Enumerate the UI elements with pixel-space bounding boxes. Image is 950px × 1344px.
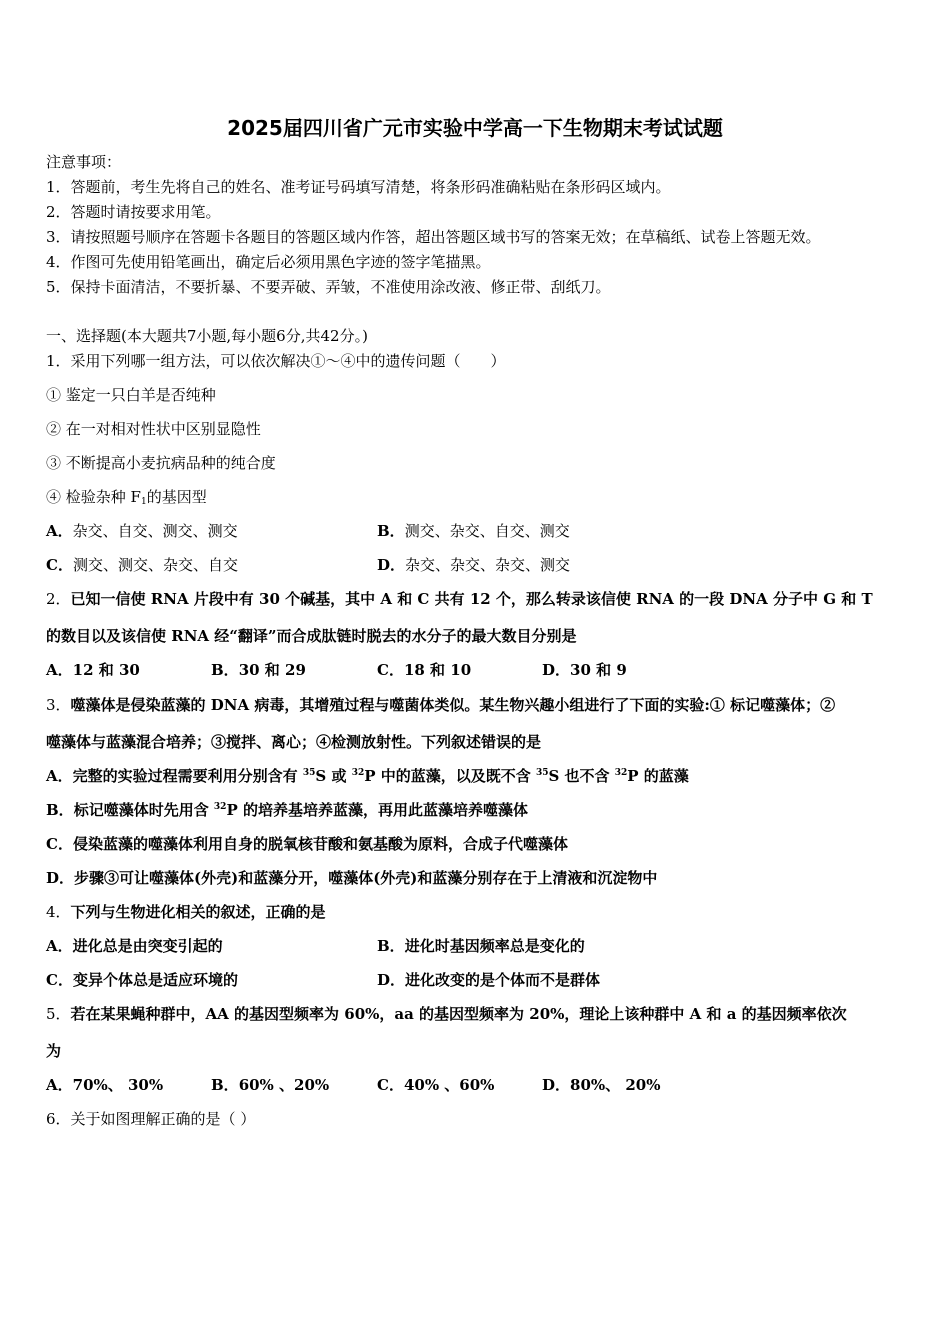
- q5-option-b: B．60% 、20%: [211, 1076, 330, 1094]
- q2-option-a: A．12 和 30: [46, 661, 140, 679]
- question-3: [46, 695, 835, 715]
- question-number: 6．: [46, 1110, 71, 1128]
- q5-option-c: C．40% 、60%: [377, 1076, 495, 1094]
- section-heading: 一、选择题(本大题共7小题,每小题6分,共42分。): [46, 327, 368, 345]
- question-5: [46, 1004, 847, 1024]
- question-number: 1．: [46, 352, 71, 370]
- question-2: [46, 589, 873, 609]
- question-5-cont: 为: [46, 1042, 62, 1060]
- q5-option-a: A．70%、 30%: [46, 1076, 164, 1094]
- q3-option-b: B．标记噬藻体时先用含 $^{32}$P 的培养基培养蓝藻，再用此蓝藻培养噬藻体: [46, 801, 528, 819]
- notice-item: 1．答题前，考生先将自己的姓名、准考证号码填写清楚，将条形码准确粘贴在条形码区域内。: [46, 178, 671, 196]
- question-2-cont: 的数目以及该信使 RNA 经“翻译”而合成肽链时脱去的水分子的最大数目分别是: [46, 627, 577, 645]
- q1-option-a: A．杂交、自交、测交、测交: [46, 522, 238, 540]
- q2-option-b: B．30 和 29: [211, 661, 306, 679]
- question-number: 4．: [46, 903, 71, 921]
- question-1: [46, 351, 506, 371]
- notice-item: 4．作图可先使用铅笔画出，确定后必须用黑色字迹的签字笔描黑。: [46, 253, 491, 271]
- question-number: 5．: [46, 1005, 71, 1023]
- q1-option-d: D．杂交、杂交、杂交、测交: [377, 556, 571, 574]
- q2-option-c: C．18 和 10: [377, 661, 472, 679]
- q1-item: ① 鉴定一只白羊是否纯种: [46, 386, 216, 404]
- q5-option-d: D．80%、 20%: [542, 1076, 661, 1094]
- question-4: [46, 902, 326, 922]
- question-stem: 已知一信使 RNA 片段中有 30 个碱基，其中 A 和 C 共有 12 个，那么转录该信使 RNA 的一段 DNA 分子中 G 和 T: [70, 590, 873, 608]
- question-stem: 若在某果蝇种群中，AA 的基因型频率为 60%，aa 的基因型频率为 20%，理论上该种群中 A 和 a 的基因频率依次: [70, 1005, 847, 1023]
- q2-option-d: D．30 和 9: [542, 661, 627, 679]
- q4-option-c: C．变异个体总是适应环境的: [46, 971, 238, 989]
- notice-item: 3．请按照题号顺序在答题卡各题目的答题区域内作答，超出答题区域书写的答案无效；在草稿纸、试卷上答题无效。: [46, 228, 821, 246]
- notice-item: 2．答题时请按要求用笔。: [46, 203, 221, 221]
- q4-option-d: D．进化改变的是个体而不是群体: [377, 971, 601, 989]
- q3-option-a: A．完整的实验过程需要利用分别含有 $^{35}$S 或 $^{32}$P 中的蓝藻，以及既不含 $^{35}$S 也不含 $^{32}$P 的蓝藻: [46, 767, 689, 785]
- notice-heading: 注意事项：: [46, 153, 122, 171]
- q4-option-b: B．进化时基因频率总是变化的: [377, 937, 585, 955]
- question-6: [46, 1109, 255, 1129]
- q1-item: ④ 检验杂种 $F_1$的基因型: [46, 488, 207, 507]
- q1-item: ② 在一对相对性状中区别显隐性: [46, 420, 261, 438]
- q1-item: ③ 不断提高小麦抗病品种的纯合度: [46, 454, 276, 472]
- q3-option-d: D．步骤③可让噬藻体(外壳)和蓝藻分开，噬藻体(外壳)和蓝藻分别存在于上清液和沉淀物中: [46, 869, 658, 887]
- page-title: 2025届四川省广元市实验中学高一下生物期末考试试题: [227, 116, 723, 140]
- notice-item: 5．保持卡面清洁，不要折暴、不要弄破、弄皱，不准使用涂改液、修正带、刮纸刀。: [46, 278, 611, 296]
- question-stem: 下列与生物进化相关的叙述，正确的是: [70, 903, 326, 921]
- q1-option-c: C．测交、测交、杂交、自交: [46, 556, 238, 574]
- question-stem: 关于如图理解正确的是（ ）: [70, 1110, 256, 1128]
- question-stem: 噬藻体是侵染蓝藻的 DNA 病毒，其增殖过程与噬菌体类似。某生物兴趣小组进行了下面的实验:① 标记噬藻体；②: [70, 696, 836, 714]
- question-number: 2．: [46, 590, 71, 608]
- q4-option-a: A．进化总是由突变引起的: [46, 937, 223, 955]
- question-stem: 采用下列哪一组方法，可以依次解决①～④中的遗传问题（ ）: [70, 352, 506, 370]
- q1-option-b: B．测交、杂交、自交、测交: [377, 522, 570, 540]
- q3-option-c: C．侵染蓝藻的噬藻体利用自身的脱氧核苷酸和氨基酸为原料，合成子代噬藻体: [46, 835, 568, 853]
- question-number: 3．: [46, 696, 71, 714]
- question-3-cont: 噬藻体与蓝藻混合培养；③搅拌、离心；④检测放射性。下列叙述错误的是: [46, 733, 542, 751]
